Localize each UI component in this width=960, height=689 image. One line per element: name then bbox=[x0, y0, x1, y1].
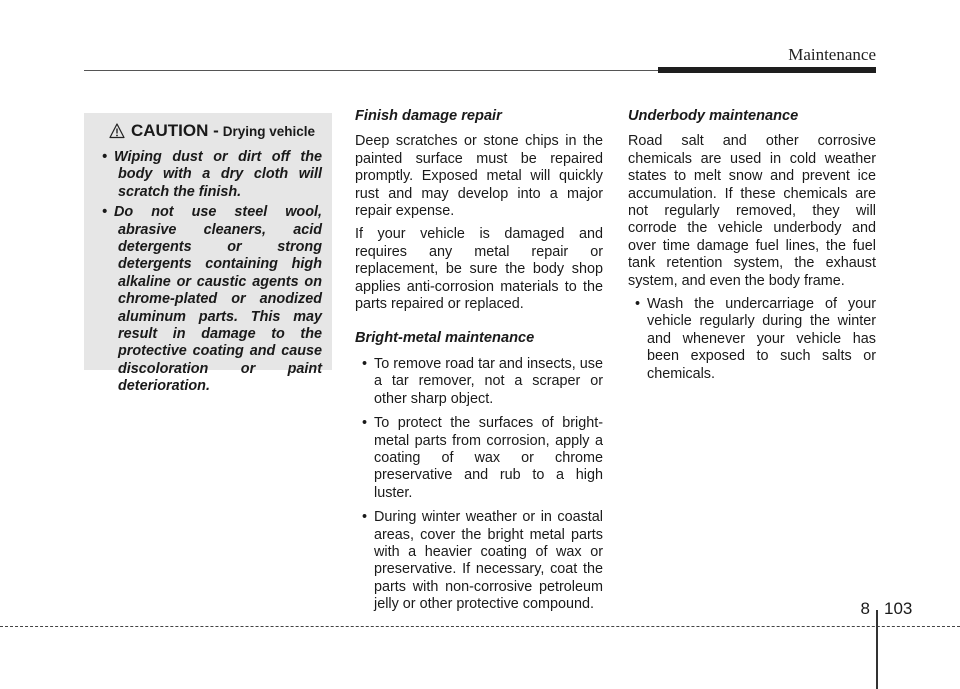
list-item: • To remove road tar and insects, use a tar remover, not a scraper or other sharp object. bbox=[362, 355, 603, 407]
middle-column bbox=[355, 108, 603, 621]
caution-subtitle: Drying vehicle bbox=[222, 124, 316, 139]
footer-rule bbox=[0, 626, 960, 627]
caution-list bbox=[102, 149, 322, 396]
bright-metal-heading: Bright-metal maintenance bbox=[355, 330, 535, 347]
finish-damage-paragraph-1: Deep scratches or stone chips in the painted surface must be repaired promptly. Exposed metal will quickly rust and may develop into a major repair expense. bbox=[355, 133, 603, 220]
warning-triangle-icon bbox=[109, 123, 125, 139]
finish-damage-heading: Finish damage repair bbox=[355, 108, 502, 124]
header-rule bbox=[84, 70, 658, 71]
footer-tick bbox=[876, 610, 878, 626]
page-number: 103 bbox=[884, 599, 913, 618]
section-title: Maintenance bbox=[788, 45, 876, 64]
list-item: • To protect the surfaces of bright-metal parts from corrosion, apply a coating of wax or chrome preservative and rub to a high luster. bbox=[362, 415, 603, 501]
caution-box bbox=[84, 113, 332, 395]
underbody-list bbox=[628, 296, 876, 383]
bright-metal-list bbox=[355, 356, 603, 614]
list-item: • Wash the undercarriage of your vehicle regularly during the winter and whenever your vehicle has been exposed to such salts or chemicals. bbox=[635, 296, 876, 382]
underbody-heading: Underbody maintenance bbox=[628, 108, 799, 124]
right-column bbox=[628, 108, 876, 390]
underbody-paragraph: Road salt and other corrosive chemicals are used in cold weather states to melt snow and prevent ice accumulation. If these chemicals are not regularly removed, they will corrode the vehicle underbody and over time damage fuel lines, the fuel tank retention system, the exhaust system, and even the body frame. bbox=[628, 133, 876, 289]
caution-label: CAUTION - bbox=[130, 121, 219, 140]
finish-damage-paragraph-2: If your vehicle is damaged and requires any metal repair or replacement, be sure the body shop applies anti-corrosion materials to the parts repaired or replaced. bbox=[355, 226, 603, 313]
caution-item: • Do not use steel wool, abrasive cleaners, acid detergents or strong detergents containing high alkaline or caustic agents on chrome-plated or anodized aluminum parts. This may result in damage to the protective coating and cause discoloration or paint deterioration. bbox=[102, 204, 322, 395]
header-bar bbox=[658, 67, 876, 73]
footer-divider bbox=[876, 626, 878, 689]
chapter-number: 8 bbox=[860, 599, 870, 618]
caution-item: • Wiping dust or dirt off the body with a dry cloth will scratch the finish. bbox=[102, 149, 322, 200]
caution-header bbox=[102, 121, 322, 141]
list-item: • During winter weather or in coastal areas, cover the bright metal parts with a heavier coating of wax or preservative. If necessary, coat the parts with non-corrosive petroleum jelly or other protective compound. bbox=[362, 509, 603, 613]
